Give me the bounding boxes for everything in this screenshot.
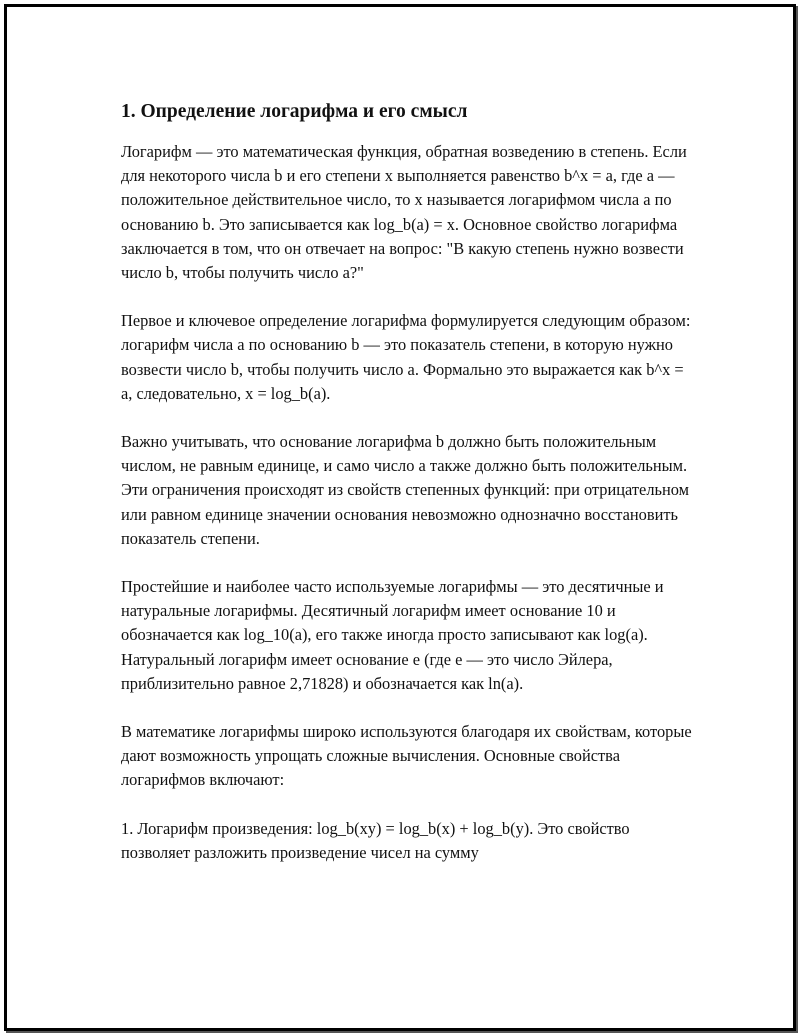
document-page: [4, 4, 796, 1031]
paragraph-properties-intro: В математике логарифмы широко используются благодаря их свойствам, которые дают возможность упрощать сложные вычисления. Основные свойства логарифмов включают:: [121, 722, 692, 790]
paragraph-product-property: 1. Логарифм произведения: log_b(xy) = log_b(x) + log_b(y). Это свойство позволяет разложить произведение чисел на сумму: [121, 818, 630, 862]
paragraph-constraints: Важно учитывать, что основание логарифма b должно быть положительным числом, не равным единице, и само число a также должно быть положительным. Эти ограничения происходят из свойств степенных функций: при отрицательном или равном единице значении основания невозможно однозначно восстановить показатель степени.: [121, 432, 689, 548]
document-body: [121, 99, 696, 889]
paragraph-common-logarithms: Простейшие и наиболее часто используемые логарифмы — это десятичные и натуральные логарифмы. Десятичный логарифм имеет основание 10 и обозначается как log_10(a), его также иногда просто записывают как log(a). Натуральный логарифм имеет основание e (где e — это число Эйлера, приблизительно равное 2,71828) и обозначается как ln(a).: [121, 577, 664, 693]
paragraph-formal-definition: Первое и ключевое определение логарифма формулируется следующим образом: логарифм числа a по основанию b — это показатель степени, в которую нужно возвести число b, чтобы получить число a. Формально это выражается как b^x = a, следовательно, x = log_b(a).: [121, 311, 691, 403]
paragraph-definition-intro: Логарифм — это математическая функция, обратная возведению в степень. Если для некоторого числа b и его степени x выполняется равенство b^x = a, где a — положительное действительное число, то x называется логарифмом числа a по основанию b. Это записывается как log_b(a) = x. Основное свойство логарифма заключается в том, что он отвечает на вопрос: "В какую степень нужно возвести число b, чтобы получить число a?": [121, 142, 687, 283]
section-title: 1. Определение логарифма и его смысл: [121, 101, 468, 122]
